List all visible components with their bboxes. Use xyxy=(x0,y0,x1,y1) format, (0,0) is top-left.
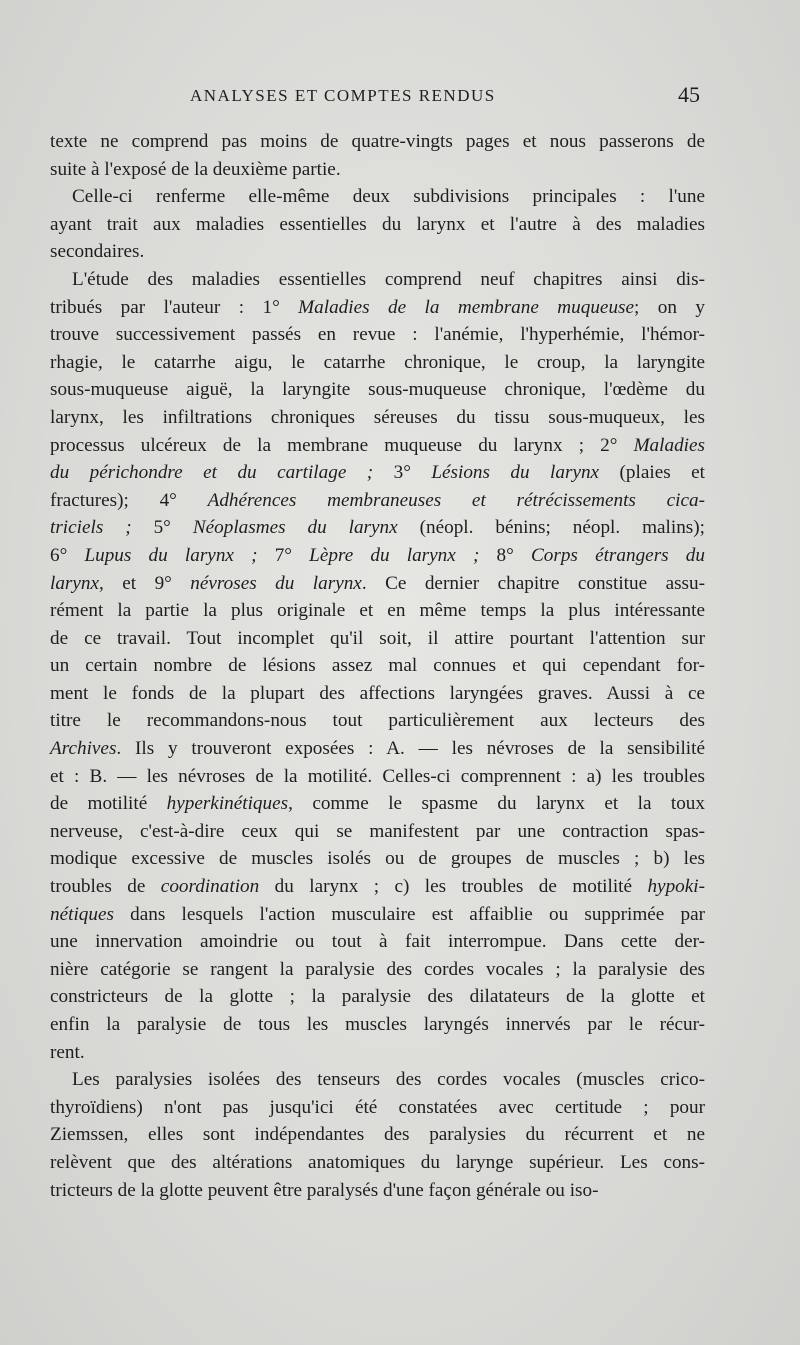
text-line: titre le recommandons-nous tout particulièrement aux lecteurs des xyxy=(50,710,705,732)
text-line: rhagie, le catarrhe aigu, le catarrhe chronique, le croup, la laryngite xyxy=(50,351,705,373)
text-line: suite à l'exposé de la deuxième partie. xyxy=(50,158,341,180)
italic-text: du périchondre et du cartilage ; xyxy=(50,462,374,484)
text-line: 6° Lupus du larynx ; 7° Lèpre du larynx ; 8° Corps étrangers du xyxy=(50,544,705,566)
italic-text: névroses du larynx xyxy=(190,572,362,594)
italic-text: coordination xyxy=(160,876,260,898)
italic-text: Archives xyxy=(50,738,117,760)
text-line: de motilité hyperkinétiques, comme le spasme du larynx et la toux xyxy=(50,793,705,815)
italic-text: Maladies xyxy=(633,434,705,456)
text-line: enfin la paralysie de tous les muscles laryngés innervés par le récur- xyxy=(50,1014,705,1035)
italic-text: Maladies de la membrane muqueuse xyxy=(298,296,635,318)
text-line: triciels ; 5° Néoplasmes du larynx (néopl. bénins; néopl. malins); xyxy=(50,517,705,539)
text-line: Archives. Ils y trouveront exposées : A. — les névroses de la sensibilité xyxy=(50,738,705,760)
text-line: rent. xyxy=(50,1041,85,1063)
text-line: tricteurs de la glotte peuvent être paralysés d'une façon générale ou iso- xyxy=(50,1179,599,1201)
text-line: relèvent que des altérations anatomiques du larynge supérieur. Les cons- xyxy=(50,1151,705,1173)
text-line: nerveuse, c'est-à-dire ceux qui se manifestent par une contraction spas- xyxy=(50,820,705,842)
text-line: ayant trait aux maladies essentielles du larynx et l'autre à des maladies xyxy=(50,213,705,235)
text-line: processus ulcéreux de la membrane muqueuse du larynx ; 2° Maladies xyxy=(50,434,705,456)
paragraph xyxy=(50,1066,705,1204)
italic-text: Lésions du larynx xyxy=(431,462,600,484)
text-line: larynx, les infiltrations chroniques séreuses du tissu sous-muqueux, les xyxy=(50,406,705,428)
text-line: constricteurs de la glotte ; la paralysie des dilatateurs de la glotte et xyxy=(50,986,705,1008)
italic-text: Lupus du larynx ; xyxy=(84,544,258,566)
body-text xyxy=(50,128,705,1204)
italic-text: Lèpre du larynx ; xyxy=(309,544,480,566)
text-line: une innervation amoindrie ou tout à fait interrompue. Dans cette der- xyxy=(50,931,705,953)
italic-text: Adhérences membraneuses et rétrécissements cica- xyxy=(207,489,705,511)
running-head: ANALYSES ET COMPTES RENDUS xyxy=(190,86,496,105)
text-line: sous-muqueuse aiguë, la laryngite sous-muqueuse chronique, l'œdème du xyxy=(50,379,705,401)
text-line: modique excessive de muscles isolés ou de groupes de muscles ; b) les xyxy=(50,848,705,870)
text-line: rément la partie la plus originale et en même temps la plus intéressante xyxy=(50,600,705,622)
text-line: thyroïdiens) n'ont pas jusqu'ici été constatées avec certitude ; pour xyxy=(50,1096,705,1118)
text-line: texte ne comprend pas moins de quatre-vingts pages et nous passerons de xyxy=(50,131,705,152)
italic-text: triciels ; xyxy=(50,517,132,539)
text-line: L'étude des maladies essentielles comprend neuf chapitres ainsi dis- xyxy=(72,268,705,290)
text-line: troubles de coordination du larynx ; c) les troubles de motilité hypoki- xyxy=(50,876,705,898)
page-number: 45 xyxy=(678,82,700,107)
text-line: de ce travail. Tout incomplet qu'il soit, il attire pourtant l'attention sur xyxy=(50,627,705,649)
text-line: nétiques dans lesquels l'action musculaire est affaiblie ou supprimée par xyxy=(50,903,705,925)
text-line: du périchondre et du cartilage ; 3° Lésions du larynx (plaies et xyxy=(50,462,705,484)
italic-text: larynx xyxy=(50,572,100,594)
text-line: ment le fonds de la plupart des affections laryngées graves. Aussi à ce xyxy=(50,682,705,704)
text-line: secondaires. xyxy=(50,241,145,263)
paragraph xyxy=(50,128,705,183)
text-line: larynx, et 9° névroses du larynx. Ce dernier chapitre constitue assu- xyxy=(50,572,705,594)
paragraph xyxy=(50,183,705,266)
text-line: un certain nombre de lésions assez mal connues et qui cependant for- xyxy=(50,655,705,677)
italic-text: hypoki- xyxy=(647,876,705,898)
italic-text: Corps étrangers du xyxy=(530,544,705,566)
page-header xyxy=(50,82,700,116)
text-line: nière catégorie se rangent la paralysie des cordes vocales ; la paralysie des xyxy=(50,958,705,980)
italic-text: Néoplasmes du larynx xyxy=(192,517,398,539)
text-line: Celle-ci renferme elle-même deux subdivisions principales : l'une xyxy=(72,186,705,208)
text-line: fractures); 4° Adhérences membraneuses et rétrécissements cica- xyxy=(50,489,705,511)
text-line: tribués par l'auteur : 1° Maladies de la membrane muqueuse; on y xyxy=(50,296,705,318)
italic-text: hyperkinétiques xyxy=(166,793,289,815)
text-line: et : B. — les névroses de la motilité. Celles-ci comprennent : a) les troubles xyxy=(50,765,705,787)
paragraph xyxy=(50,266,705,1066)
text-line: Les paralysies isolées des tenseurs des cordes vocales (muscles crico- xyxy=(72,1069,705,1091)
italic-text: nétiques xyxy=(50,903,114,925)
text-line: Ziemssen, elles sont indépendantes des paralysies du récurrent et ne xyxy=(50,1124,705,1146)
text-line: trouve successivement passés en revue : l'anémie, l'hyperhémie, l'hémor- xyxy=(50,324,705,346)
